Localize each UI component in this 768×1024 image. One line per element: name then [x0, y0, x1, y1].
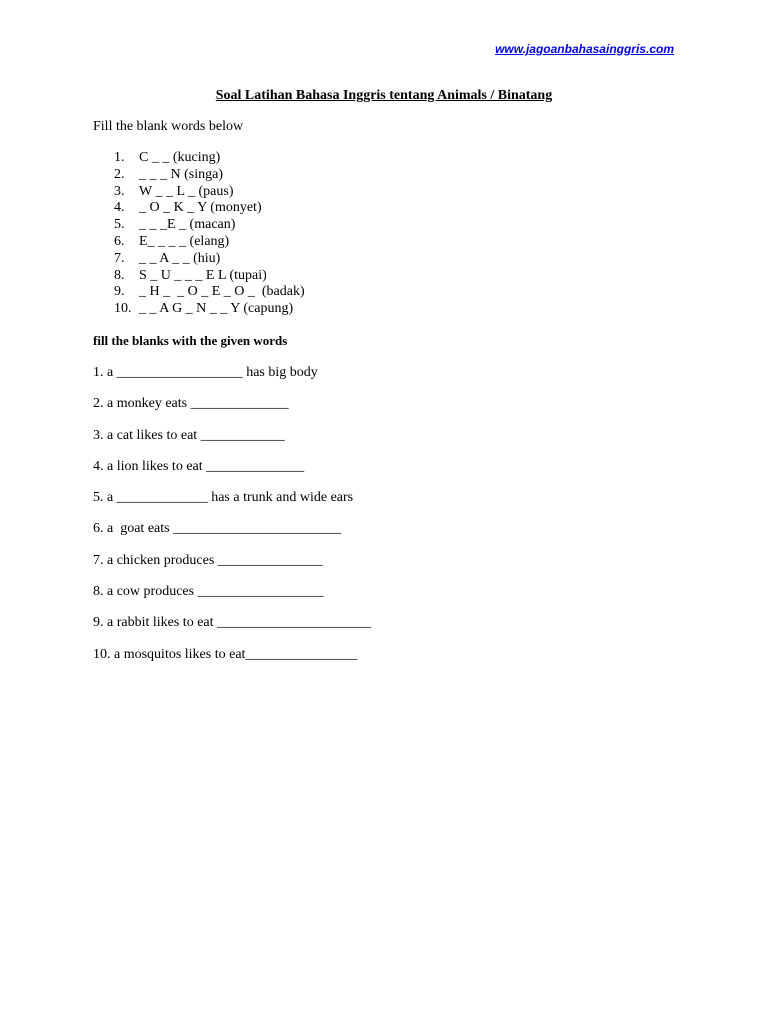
word-item	[114, 200, 305, 217]
item-text: _ _ A _ _ (hiu)	[139, 250, 221, 266]
word-item	[114, 184, 305, 201]
sentence-item: 2. a monkey eats ______________	[93, 396, 289, 412]
item-number: 9.	[114, 284, 125, 300]
word-list	[114, 150, 305, 318]
word-item	[114, 251, 305, 268]
sentence-item: 5. a _____________ has a trunk and wide ears	[93, 490, 354, 506]
sentence-item: 9. a rabbit likes to eat ______________________	[93, 615, 372, 631]
item-number: 7.	[114, 250, 125, 266]
section1-heading: Fill the blank words below	[93, 119, 244, 134]
sentence-item: 3. a cat likes to eat ____________	[93, 427, 285, 443]
item-text: _ O _ K _ Y (monyet)	[139, 200, 262, 216]
item-number: 5.	[114, 217, 125, 233]
item-text: S _ U _ _ _ E L (tupai)	[139, 267, 267, 283]
sentence-item: 4. a lion likes to eat ______________	[93, 458, 305, 474]
item-number: 3.	[114, 183, 125, 199]
item-text: E_ _ _ _ (elang)	[139, 233, 230, 249]
page-title: Soal Latihan Bahasa Inggris tentang Animals / Binatang	[215, 88, 553, 103]
word-item	[114, 234, 305, 251]
word-item	[114, 217, 305, 234]
word-item	[114, 268, 305, 285]
sentence-item: 1. a __________________ has big body	[93, 365, 318, 380]
item-text: _ _ _E _ (macan)	[139, 217, 236, 233]
section2-heading: fill the blanks with the given words	[93, 333, 288, 348]
word-item	[114, 150, 305, 167]
word-item	[114, 167, 305, 184]
word-item	[114, 284, 305, 301]
item-number: 10.	[114, 301, 132, 317]
site-link[interactable]: www.jagoanbahasainggris.com	[495, 42, 674, 56]
sentence-item: 10. a mosquitos likes to eat________________	[93, 646, 358, 662]
item-text: _ _ _ N (singa)	[139, 166, 223, 182]
item-text: _ _ A G _ N _ _ Y (capung)	[139, 301, 294, 317]
item-number: 4.	[114, 200, 125, 216]
sentence-item: 7. a chicken produces _______________	[93, 552, 323, 568]
sentence-list	[93, 364, 371, 677]
item-text: _ H _ _ O _ E _ O _ (badak)	[139, 284, 305, 300]
word-item	[114, 301, 305, 318]
sentence-item: 6. a goat eats ________________________	[93, 521, 342, 537]
sentence-item: 8. a cow produces __________________	[93, 584, 324, 600]
item-number: 8.	[114, 267, 125, 283]
item-text: C _ _ (kucing)	[139, 150, 221, 165]
item-number: 1.	[114, 150, 125, 165]
item-number: 2.	[114, 166, 125, 182]
item-number: 6.	[114, 233, 125, 249]
item-text: W _ _ L _ (paus)	[139, 183, 234, 199]
